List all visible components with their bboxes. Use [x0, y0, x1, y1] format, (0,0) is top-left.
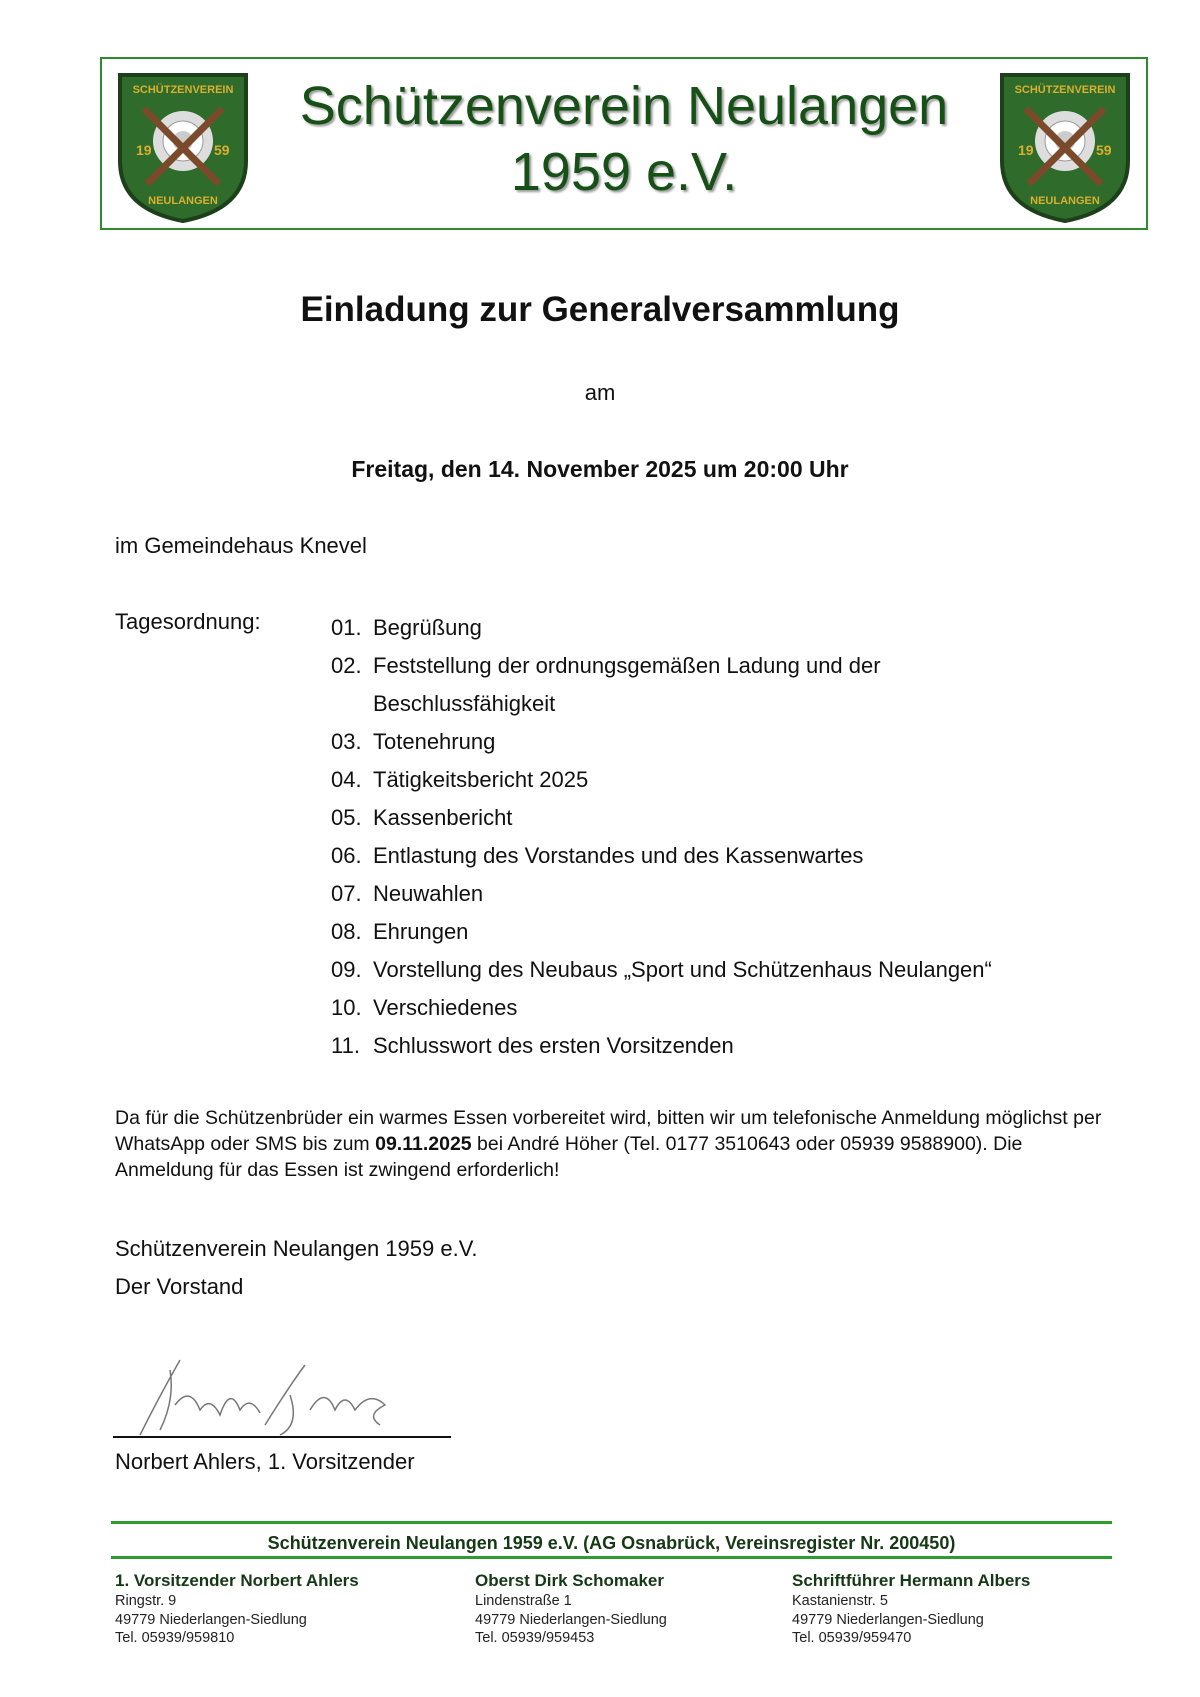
agenda-item [331, 989, 992, 1027]
agenda-num: 03. [331, 729, 362, 754]
contact-phone: Tel. 05939/959453 [475, 1630, 595, 1646]
svg-text:19: 19 [136, 142, 152, 158]
agenda-text: Entlastung des Vorstandes und des Kassenwartes [373, 843, 864, 868]
contact-heading: Schriftführer Hermann Albers [792, 1571, 1031, 1590]
signature-icon [130, 1355, 430, 1440]
contact-city: 49779 Niederlangen-Siedlung [115, 1611, 307, 1628]
club-crest-icon [114, 69, 252, 224]
agenda-text: Kassenbericht [373, 805, 513, 830]
agenda-item [331, 913, 992, 951]
agenda-item [331, 685, 992, 723]
agenda-label: Tagesordnung: [115, 609, 261, 634]
letterhead [100, 57, 1148, 230]
contact-city: 49779 Niederlangen-Siedlung [475, 1611, 667, 1628]
svg-text:59: 59 [1096, 142, 1112, 158]
agenda-text: Ehrungen [373, 919, 469, 944]
registration-deadline: 09.11.2025 [375, 1133, 472, 1155]
agenda-item [331, 1027, 992, 1065]
closing-board: Der Vorstand [115, 1274, 244, 1299]
agenda-num: 06. [331, 843, 362, 868]
agenda-text: Beschlussfähigkeit [373, 691, 556, 716]
footer-title: Schützenverein Neulangen 1959 e.V. (AG Osnabrück, Vereinsregister Nr. 200450) [267, 1533, 956, 1553]
agenda-item [331, 761, 992, 799]
footer-contact [115, 1570, 359, 1648]
contact-phone: Tel. 05939/959810 [115, 1630, 235, 1646]
svg-text:59: 59 [214, 142, 230, 158]
page-title: Einladung zur Generalversammlung [300, 290, 900, 329]
agenda-num: 05. [331, 805, 362, 830]
svg-text:NEULANGEN: NEULANGEN [1030, 195, 1100, 207]
club-name: Schützenverein Neulangen [299, 76, 949, 136]
agenda-num: 10. [331, 995, 362, 1020]
note-text: Da für die Schützenbrüder ein warmes Essen vorbereitet wird, bitten wir um telefonische Anmeldung möglichst per WhatsApp oder SMS bis zum [115, 1107, 1102, 1155]
club-founding: 1959 e.V. [510, 142, 738, 202]
agenda-text: Schlusswort des ersten Vorsitzenden [373, 1033, 734, 1058]
agenda-item [331, 609, 992, 647]
contact-street: Ringstr. 9 [115, 1593, 177, 1609]
signature-line [113, 1436, 451, 1438]
agenda-text: Neuwahlen [373, 881, 484, 906]
footer-contact [475, 1570, 667, 1648]
contact-city: 49779 Niederlangen-Siedlung [792, 1611, 984, 1628]
agenda-num: 04. [331, 767, 362, 792]
closing-org: Schützenverein Neulangen 1959 e.V. [115, 1236, 478, 1261]
agenda-item [331, 837, 992, 875]
footer-rule-top [111, 1521, 1112, 1524]
agenda-item [331, 951, 992, 989]
registration-note [115, 1105, 1115, 1183]
closing-block [115, 1230, 477, 1306]
agenda-text: Tätigkeitsbericht 2025 [373, 767, 589, 792]
agenda-item [331, 799, 992, 837]
agenda-num: 11. [331, 1033, 360, 1058]
svg-text:NEULANGEN: NEULANGEN [148, 195, 218, 207]
agenda-item [331, 647, 992, 685]
meeting-place: im Gemeindehaus Knevel [115, 533, 367, 558]
contact-heading: Oberst Dirk Schomaker [475, 1571, 664, 1590]
club-crest-icon [996, 69, 1134, 224]
contact-street: Kastanienstr. 5 [792, 1593, 888, 1609]
agenda-text: Vorstellung des Neubaus „Sport und Schützenhaus Neulangen“ [373, 957, 992, 982]
svg-text:SCHÜTZENVEREIN: SCHÜTZENVEREIN [1014, 84, 1116, 96]
agenda-text: Verschiedenes [373, 995, 518, 1020]
agenda-item [331, 723, 992, 761]
svg-text:19: 19 [1018, 142, 1034, 158]
agenda-num: 09. [331, 957, 362, 982]
agenda-text: Begrüßung [373, 615, 482, 640]
agenda-text: Totenehrung [373, 729, 496, 754]
agenda-text: Feststellung der ordnungsgemäßen Ladung und der [373, 653, 881, 678]
footer-rule-bottom [111, 1556, 1112, 1559]
meeting-date: Freitag, den 14. November 2025 um 20:00 Uhr [351, 456, 849, 482]
footer-contact [792, 1570, 1030, 1648]
agenda-num: 01. [331, 615, 362, 640]
note-text: bei André Höher (Tel. 0177 3510643 oder 05939 9588900). Die Anmeldung für das Essen ist zwingend erforderlich! [115, 1133, 1023, 1181]
agenda-list [331, 609, 992, 1065]
contact-phone: Tel. 05939/959470 [792, 1630, 912, 1646]
svg-text:SCHÜTZENVEREIN: SCHÜTZENVEREIN [132, 84, 234, 96]
agenda-num: 07. [331, 881, 362, 906]
agenda-num: 08. [331, 919, 362, 944]
am-text: am [584, 380, 616, 405]
signer-name: Norbert Ahlers, 1. Vorsitzender [115, 1449, 415, 1474]
contact-street: Lindenstraße 1 [475, 1593, 572, 1609]
agenda-num: 02. [331, 653, 362, 678]
agenda-num [331, 685, 373, 723]
agenda-item [331, 875, 992, 913]
contact-heading: 1. Vorsitzender Norbert Ahlers [115, 1571, 359, 1590]
